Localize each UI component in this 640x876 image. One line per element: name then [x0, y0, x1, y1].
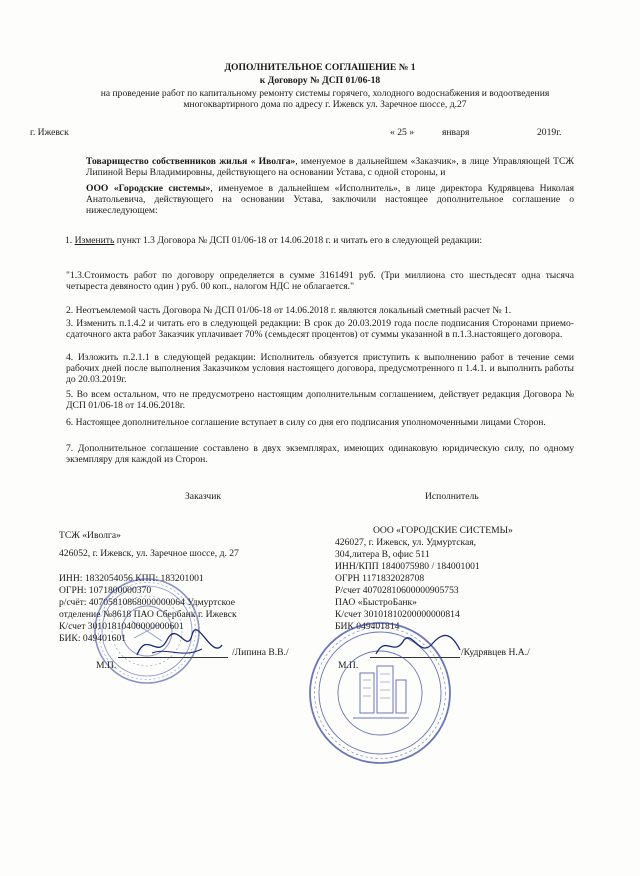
clause-7: 7. Дополнительное соглашение составлено в двух экземплярах, имеющих одинаковую юридическую силу, по одному экземпляру для каждой из Сторон. — [66, 443, 574, 465]
contractor-ogrn: ОГРН 1171832028708 — [335, 573, 425, 584]
document-title: ДОПОЛНИТЕЛЬНОЕ СОГЛАШЕНИЕ № 1 — [224, 62, 416, 73]
contractor-corr: К/счет 30101810200000000814 — [335, 609, 460, 620]
customer-bank: отделение №8618 ПАО Сбербанк г. Ижевск — [59, 609, 237, 620]
date-month: января — [442, 127, 470, 138]
clause-1-num: 1. — [65, 235, 73, 246]
customer-inn-kpp: ИНН: 1832054056 КПП: 183201001 — [59, 573, 204, 584]
party2-text: , именуемое в дальнейшем «Исполнитель», в лице директора Кудрявцева Николая Анатольевича, действующего на основании Устава, заключили настоящее дополнительное соглашение о нижеследующем: — [86, 183, 575, 216]
customer-mp: М.П. — [96, 660, 117, 671]
customer-heading: Заказчик — [185, 491, 222, 502]
contractor-bank: ПАО «БыстроБанк» — [335, 597, 417, 608]
intro-party2 — [86, 183, 574, 216]
document-subtitle: к Договору № ДСП 01/06-18 — [259, 75, 381, 86]
clause-6: 6. Настоящее дополнительное соглашение вступает в силу со дня его подписания уполномоченными лицами Сторон. — [66, 417, 546, 428]
contractor-account: Р/счет 40702810600000905753 — [335, 585, 459, 596]
clause-1-lead: Изменить — [74, 235, 115, 246]
clause-1 — [65, 235, 482, 246]
customer-bik: БИК: 049401601 — [59, 633, 127, 644]
contractor-heading: Исполнитель — [425, 491, 479, 502]
party2-name: ООО «Городские системы» — [86, 183, 211, 194]
city: г. Ижевск — [30, 127, 69, 138]
contractor-signature — [372, 628, 464, 664]
party1-text: , именуемое в дальнейшем «Заказчик», в лице Управляющей ТСЖ Липиной Веры Владимировны, действующего на основании Устава, с одной стороны, и — [86, 156, 575, 178]
contractor-bik: БИК 049401814 — [335, 621, 400, 632]
intro-party1 — [86, 156, 574, 178]
clause-4: 4. Изложить п.2.1.1 в следующей редакции: Исполнитель обязуется приступить к выполнению работ в течение семи рабочих дней после выполнения Заказчиком условия настоящего договора, предусмотренного п 1.4.1. и выполнить работы до 20.03.2019г. — [66, 352, 574, 385]
customer-corr: К/счет 30101810400000000601 — [59, 621, 184, 632]
contractor-inn-kpp: ИНН/КПП 1840075980 / 184001001 — [335, 561, 480, 572]
subject-line-1: на проведение работ по капитальному ремонту системы горячего, холодного водоснабжения и водоотведения — [100, 88, 550, 99]
contractor-name: ООО «ГОРОДСКИЕ СИСТЕМЫ» — [373, 525, 513, 536]
clause-1-quote: "1.3.Стоимость работ по договору определяется в сумме 3161491 руб. (Три миллиона сто шестьдесят одна тысяча четыреста девяносто один ) руб. 00 коп., налогом НДС не облагается." — [66, 270, 574, 292]
subject-line-2: многоквартирного дома по адресу г. Ижевск ул. Заречное шоссе, д.27 — [183, 99, 467, 110]
customer-name: ТСЖ «Иволга» — [59, 530, 121, 541]
contractor-mp: М.П. — [338, 660, 359, 671]
clause-3: 3. Изменить п.1.4.2 и читать его в следующей редакции: В срок до 20.03.2019 года после подписания Сторонами приемо-сдаточного акта работ Заказчик уплачивает 70% (семьдесят процентов) от суммы указанной в п.1.3.настоящего договора. — [66, 318, 574, 340]
customer-signer: /Липина В.В./ — [232, 647, 289, 658]
date-day: « 25 » — [390, 127, 414, 138]
clause-2: 2. Неотъемлемой часть Договора № ДСП 01/06-18 от 14.06.2018 г. являются локальный сметный расчет № 1. — [66, 305, 512, 316]
contractor-address-2: 304,литера В, офис 511 — [335, 549, 430, 560]
date-year: 2019г. — [537, 127, 562, 138]
clause-1-text: пункт 1.3 Договора № ДСП 01/06-18 от 14.06.2018 г. и читать его в следующей редакции: — [114, 235, 483, 246]
customer-account: р/счёт: 40705810868000000064 Удмуртское — [59, 597, 235, 608]
customer-address: 426052, г. Ижевск, ул. Заречное шоссе, д. 27 — [59, 548, 239, 559]
contractor-signer: /Кудрявцев Н.А./ — [461, 647, 530, 658]
customer-signature — [132, 625, 227, 665]
clause-5: 5. Во всем остальном, что не предусмотрено настоящим дополнительным соглашением, действует редакция Договора № ДСП 01/06-18 от 14.06.2018г. — [66, 389, 574, 411]
contractor-address-1: 426027, г. Ижевск, ул. Удмуртская, — [335, 537, 477, 548]
party1-name: Товарищество собственников жилья « Иволга» — [86, 156, 296, 167]
customer-ogrn: ОГРН: 1071800000370 — [59, 585, 152, 596]
